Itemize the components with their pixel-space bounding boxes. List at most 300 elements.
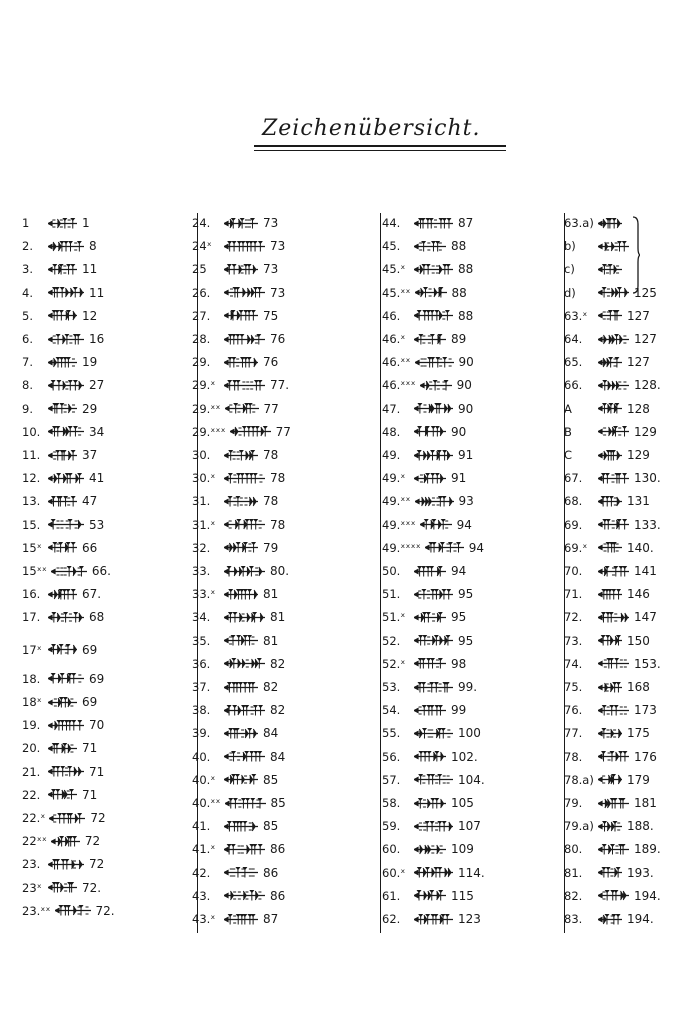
page-reference: 12 xyxy=(82,308,98,323)
cuneiform-sign-icon xyxy=(48,426,85,437)
entry-number: 3. xyxy=(22,262,33,277)
entry-number: C xyxy=(564,448,573,462)
entry-number: 26. xyxy=(192,285,211,300)
entry-number: 1 xyxy=(22,216,30,230)
page-reference: 79 xyxy=(263,540,279,555)
cuneiform-sign-icon xyxy=(224,519,266,530)
page-reference: 90 xyxy=(456,378,472,393)
cuneiform-sign-icon xyxy=(414,334,447,345)
cuneiform-sign-icon xyxy=(224,774,259,785)
entry-number: 49. xyxy=(382,448,401,462)
entry-number: 51. xyxy=(382,587,401,602)
page-reference: 37 xyxy=(82,448,98,462)
page-reference: 115 xyxy=(451,888,474,903)
sign-entry xyxy=(564,722,650,744)
entry-number: 64. xyxy=(564,332,583,346)
sign-entry xyxy=(564,467,661,489)
sign-entry xyxy=(564,699,657,721)
cuneiform-sign-icon xyxy=(414,890,447,901)
entry-number: 52.ˣ xyxy=(382,656,406,671)
cuneiform-sign-icon xyxy=(48,789,78,800)
entry-number: 5. xyxy=(22,308,33,323)
sign-entry xyxy=(564,885,661,907)
sign-entry xyxy=(22,514,104,536)
page-reference: 88 xyxy=(458,308,474,323)
cuneiform-sign-icon xyxy=(48,644,78,655)
entry-number: 7. xyxy=(22,355,33,370)
cuneiform-sign-icon xyxy=(598,682,623,693)
sign-entry xyxy=(192,722,278,744)
sign-entry xyxy=(22,900,115,922)
page-reference: 69 xyxy=(82,695,98,709)
cuneiform-sign-icon xyxy=(414,658,447,669)
cuneiform-sign-icon xyxy=(598,774,623,785)
page-reference: 66. xyxy=(91,564,111,578)
entry-number: 18. xyxy=(22,671,41,686)
sign-entry xyxy=(382,560,466,582)
entry-number: 52. xyxy=(382,633,401,648)
sign-entry xyxy=(382,212,473,234)
cuneiform-sign-icon xyxy=(598,218,623,229)
sign-entry xyxy=(382,769,485,791)
cuneiform-sign-icon xyxy=(598,635,623,646)
page-reference: 73 xyxy=(263,262,279,277)
entry-number: 24ˣ xyxy=(192,239,212,254)
entry-number: 9. xyxy=(22,401,33,416)
page-reference: 133. xyxy=(634,517,661,532)
page-reference: 100 xyxy=(458,726,481,741)
entry-number: 82. xyxy=(564,888,583,903)
entry-number: 56. xyxy=(382,749,401,764)
entry-number: A xyxy=(564,401,572,416)
cuneiform-sign-icon xyxy=(598,357,623,368)
entry-number: 6. xyxy=(22,332,33,346)
cuneiform-sign-icon xyxy=(414,218,454,229)
entry-number: 46.ˣˣˣ xyxy=(382,378,416,393)
sign-entry xyxy=(564,560,657,582)
sign-entry xyxy=(564,444,650,466)
entry-number: 13. xyxy=(22,494,41,509)
page-reference: 11 xyxy=(82,262,98,277)
sign-entry xyxy=(22,639,97,661)
entry-number: 58. xyxy=(382,796,401,810)
page-reference: 181 xyxy=(634,796,657,810)
page-reference: 72. xyxy=(82,880,102,895)
page-reference: 141 xyxy=(634,564,657,578)
entry-number: 35. xyxy=(192,633,211,648)
cuneiform-sign-icon xyxy=(598,612,630,623)
sign-entry xyxy=(564,282,657,304)
entry-number: 69.ˣ xyxy=(564,540,588,555)
page-reference: 72 xyxy=(84,834,101,849)
cuneiform-sign-icon xyxy=(48,496,78,507)
entry-number: c) xyxy=(564,262,575,277)
page-reference: 77 xyxy=(275,424,291,439)
page-reference: 80. xyxy=(270,564,290,578)
entry-number: 29.ˣ xyxy=(192,378,216,393)
entry-number: 12. xyxy=(22,471,41,486)
cuneiform-sign-icon xyxy=(598,867,623,878)
cuneiform-sign-icon xyxy=(425,542,465,553)
cuneiform-sign-icon xyxy=(224,821,259,832)
sign-entry xyxy=(382,653,466,675)
page-reference: 109 xyxy=(451,842,474,857)
sign-entry xyxy=(382,537,484,559)
cuneiform-sign-icon xyxy=(414,914,454,925)
entry-number: 17ˣ xyxy=(22,642,42,657)
sign-entry xyxy=(382,862,485,884)
entry-number: 33. xyxy=(192,564,211,578)
page-reference: 189. xyxy=(634,842,661,857)
page-reference: 69 xyxy=(89,671,105,686)
sign-entry xyxy=(564,258,627,280)
cuneiform-sign-icon xyxy=(224,914,259,925)
cuneiform-sign-icon xyxy=(48,403,78,414)
page-reference: 41 xyxy=(89,471,105,486)
page-reference: 75 xyxy=(263,308,279,323)
entry-number: 23. xyxy=(22,857,41,872)
sign-entry xyxy=(192,838,285,860)
cuneiform-sign-icon xyxy=(224,705,266,716)
entry-number: 60. xyxy=(382,842,401,857)
entry-number: 46.ˣˣ xyxy=(382,355,411,370)
entry-number: 63.a) xyxy=(564,216,594,230)
entry-number: 38. xyxy=(192,703,211,718)
page-reference: 85 xyxy=(263,772,279,787)
page-reference: 82 xyxy=(270,656,286,671)
entry-number: 10. xyxy=(22,424,41,439)
page-reference: 153. xyxy=(634,656,661,671)
title-underline xyxy=(254,145,506,147)
page-reference: 16 xyxy=(89,332,105,346)
sign-entry xyxy=(22,235,97,257)
page-reference: 150 xyxy=(627,633,650,648)
cuneiform-sign-icon xyxy=(598,380,630,391)
sign-entry xyxy=(22,606,104,628)
entry-number: 50. xyxy=(382,564,401,578)
page-reference: 87 xyxy=(458,216,474,230)
page-reference: 102. xyxy=(451,749,478,764)
page-reference: 86 xyxy=(270,888,286,903)
sign-entry xyxy=(22,830,100,852)
sign-entry xyxy=(22,668,104,690)
page-reference: 85 xyxy=(263,819,279,834)
sign-entry xyxy=(382,815,481,837)
page-reference: 93 xyxy=(458,494,474,509)
cuneiform-sign-icon xyxy=(48,218,78,229)
cuneiform-sign-icon xyxy=(598,589,623,600)
cuneiform-sign-icon xyxy=(55,905,92,916)
cuneiform-sign-icon xyxy=(224,496,259,507)
sign-entry xyxy=(192,467,285,489)
page-reference: 130. xyxy=(634,471,661,486)
cuneiform-sign-icon xyxy=(414,241,447,252)
page-reference: 91 xyxy=(458,448,474,462)
entry-number: 49.ˣˣ xyxy=(382,494,411,509)
cuneiform-sign-icon xyxy=(414,473,447,484)
sign-entry xyxy=(22,714,104,736)
entry-number: 44. xyxy=(382,216,401,230)
page-reference: 76 xyxy=(263,355,279,370)
sign-entry xyxy=(564,653,661,675)
entry-number: 22.ˣ xyxy=(22,811,46,825)
cuneiform-sign-icon xyxy=(414,403,454,414)
entry-number: 60.ˣ xyxy=(382,865,406,880)
entry-number: 46. xyxy=(382,308,401,323)
entry-number: 69. xyxy=(564,517,583,532)
page-reference: 95 xyxy=(451,610,467,625)
entry-number: 79. xyxy=(564,796,583,810)
sign-entry xyxy=(192,351,278,373)
cuneiform-sign-icon xyxy=(48,241,85,252)
cuneiform-sign-icon xyxy=(48,859,85,870)
cuneiform-sign-icon xyxy=(230,426,272,437)
entry-number: 21. xyxy=(22,764,41,779)
cuneiform-sign-icon xyxy=(598,890,630,901)
sign-entry xyxy=(382,746,478,768)
page-reference: 105 xyxy=(451,796,474,810)
cuneiform-sign-icon xyxy=(598,403,623,414)
cuneiform-sign-icon xyxy=(224,380,266,391)
sign-entry xyxy=(22,737,97,759)
sign-entry xyxy=(564,351,650,373)
entry-number: 22ˣˣ xyxy=(22,834,47,849)
cuneiform-sign-icon xyxy=(598,798,630,809)
entry-number: 49.ˣˣˣ xyxy=(382,517,416,532)
page-reference: 72 xyxy=(89,857,105,872)
cuneiform-sign-icon xyxy=(224,334,266,345)
cuneiform-sign-icon xyxy=(420,380,453,391)
cuneiform-sign-icon xyxy=(51,566,88,577)
sign-entry xyxy=(192,235,285,257)
sign-entry xyxy=(192,560,289,582)
page-reference: 194. xyxy=(634,888,661,903)
entry-number: 23.ˣˣ xyxy=(22,903,51,918)
page-reference: 88 xyxy=(451,239,467,254)
entry-number: 19. xyxy=(22,718,41,733)
entry-number: 40.ˣ xyxy=(192,772,216,787)
page-reference: 69 xyxy=(82,642,98,657)
page-reference: 188. xyxy=(627,819,654,834)
cuneiform-sign-icon xyxy=(415,496,455,507)
sign-entry xyxy=(564,676,650,698)
sign-entry xyxy=(382,630,473,652)
page-reference: 11 xyxy=(89,285,105,300)
page-reference: 47 xyxy=(82,494,98,509)
page-reference: 168 xyxy=(627,680,650,694)
sign-entry xyxy=(192,212,278,234)
page-reference: 76 xyxy=(270,332,286,346)
entry-number: 80. xyxy=(564,842,583,857)
page-reference: 131 xyxy=(627,494,650,509)
entry-number: 76. xyxy=(564,703,583,718)
entry-number: 25 xyxy=(192,262,207,277)
sign-entry xyxy=(382,792,474,814)
sign-entry xyxy=(382,282,467,304)
cuneiform-sign-icon xyxy=(224,728,259,739)
cuneiform-sign-icon xyxy=(224,218,259,229)
entry-number: 49.ˣ xyxy=(382,471,406,486)
entry-number: 39. xyxy=(192,726,211,741)
cuneiform-sign-icon xyxy=(224,566,266,577)
sign-entry xyxy=(22,467,104,489)
entry-number: 22. xyxy=(22,787,41,802)
page-reference: 85 xyxy=(270,796,286,810)
cuneiform-sign-icon xyxy=(598,264,623,275)
sign-entry xyxy=(192,583,278,605)
sign-entry xyxy=(382,606,466,628)
sign-entry xyxy=(192,908,278,930)
page-reference: 87 xyxy=(263,912,279,926)
sign-entry xyxy=(564,583,650,605)
cuneiform-sign-icon xyxy=(224,682,259,693)
page-reference: 89 xyxy=(451,332,467,346)
entry-number: 8. xyxy=(22,378,33,393)
sign-entry xyxy=(22,784,97,806)
entry-number: 55. xyxy=(382,726,401,741)
cuneiform-sign-icon xyxy=(48,357,78,368)
page-reference: 173 xyxy=(634,703,657,718)
cuneiform-sign-icon xyxy=(48,450,78,461)
entry-number: b) xyxy=(564,239,576,254)
page-reference: 78 xyxy=(263,494,279,509)
sign-entry xyxy=(192,537,278,559)
sign-entry xyxy=(564,815,654,837)
cuneiform-sign-icon xyxy=(598,751,630,762)
cuneiform-sign-icon xyxy=(51,836,81,847)
sign-entry xyxy=(564,328,657,350)
page-reference: 72 xyxy=(90,811,106,825)
page-reference: 94 xyxy=(456,517,472,532)
entry-number: 4. xyxy=(22,285,33,300)
page-reference: 176 xyxy=(634,749,657,764)
sign-entry xyxy=(22,374,104,396)
page-reference: 8 xyxy=(89,239,97,254)
entry-number: 15. xyxy=(22,517,41,532)
cuneiform-sign-icon xyxy=(48,589,78,600)
page-reference: 128. xyxy=(634,378,661,393)
sign-entry xyxy=(22,351,97,373)
cuneiform-sign-icon xyxy=(48,743,78,754)
entry-number: 53. xyxy=(382,680,401,694)
cuneiform-sign-icon xyxy=(598,310,623,321)
sign-entry xyxy=(22,328,104,350)
entry-number: d) xyxy=(564,285,576,300)
page-reference: 90 xyxy=(458,355,474,370)
sign-entry xyxy=(564,490,650,512)
page-reference: 78 xyxy=(270,471,286,486)
entry-number: 74. xyxy=(564,656,583,671)
page-reference: 53 xyxy=(89,517,105,532)
cuneiform-sign-icon xyxy=(414,566,447,577)
page-reference: 175 xyxy=(627,726,650,741)
sign-entry xyxy=(192,606,285,628)
cuneiform-sign-icon xyxy=(598,821,623,832)
page-reference: 95 xyxy=(458,633,474,648)
cuneiform-sign-icon xyxy=(224,658,266,669)
entry-number: 40.ˣˣ xyxy=(192,796,221,810)
entry-number: 29.ˣˣ xyxy=(192,401,221,416)
cuneiform-sign-icon xyxy=(414,612,447,623)
cuneiform-sign-icon xyxy=(414,264,454,275)
page-reference: 68 xyxy=(89,610,105,625)
cuneiform-sign-icon xyxy=(415,357,455,368)
cuneiform-sign-icon xyxy=(224,589,259,600)
page-reference: 98 xyxy=(451,656,467,671)
cuneiform-sign-icon xyxy=(598,566,630,577)
page-reference: 71 xyxy=(82,741,98,756)
page-reference: 99 xyxy=(451,703,467,718)
entry-number: 51.ˣ xyxy=(382,610,406,625)
page-reference: 140. xyxy=(627,540,654,555)
page-reference: 90 xyxy=(458,401,474,416)
cuneiform-sign-icon xyxy=(598,241,630,252)
page-reference: 84 xyxy=(270,749,286,764)
cuneiform-sign-icon xyxy=(224,473,266,484)
entry-number: 31. xyxy=(192,494,211,509)
entry-number: 62. xyxy=(382,912,401,926)
cuneiform-sign-icon xyxy=(224,310,259,321)
entry-number: 42. xyxy=(192,865,211,880)
entry-number: 23ˣ xyxy=(22,880,42,895)
cuneiform-sign-icon xyxy=(224,241,266,252)
entry-number: 30.ˣ xyxy=(192,471,216,486)
cuneiform-sign-icon xyxy=(224,287,266,298)
cuneiform-sign-icon xyxy=(414,798,447,809)
sign-entry xyxy=(564,235,634,257)
entry-number: 61. xyxy=(382,888,401,903)
entry-number: 41. xyxy=(192,819,211,834)
page-reference: 73 xyxy=(270,285,286,300)
cuneiform-sign-icon xyxy=(224,450,259,461)
cuneiform-sign-icon xyxy=(414,728,454,739)
sign-entry xyxy=(192,398,279,420)
cuneiform-sign-icon xyxy=(598,844,630,855)
sign-entry xyxy=(382,421,466,443)
entry-number: 81. xyxy=(564,865,583,880)
cuneiform-sign-icon xyxy=(598,426,630,437)
sign-entry xyxy=(382,374,472,396)
sign-entry xyxy=(22,258,97,280)
entry-number: 41.ˣ xyxy=(192,842,216,857)
entry-number: 66. xyxy=(564,378,583,393)
sign-entry xyxy=(564,421,657,443)
entry-number: 70. xyxy=(564,564,583,578)
sign-entry xyxy=(22,305,97,327)
sign-entry xyxy=(382,467,466,489)
cuneiform-sign-icon xyxy=(414,867,454,878)
page-reference: 127 xyxy=(627,308,650,323)
entry-number: 15ˣ xyxy=(22,540,42,555)
page-reference: 71 xyxy=(89,764,105,779)
cuneiform-sign-icon xyxy=(224,890,266,901)
sign-entry xyxy=(22,583,101,605)
cuneiform-sign-icon xyxy=(224,542,259,553)
entry-number: 45.ˣˣ xyxy=(382,285,411,300)
sign-entry xyxy=(382,258,473,280)
sign-entry xyxy=(192,328,285,350)
page-reference: 107 xyxy=(458,819,481,834)
page-reference: 27 xyxy=(89,378,105,393)
sign-entry xyxy=(564,606,657,628)
page-reference: 125 xyxy=(634,285,657,300)
sign-entry xyxy=(382,328,466,350)
sign-entry xyxy=(22,537,97,559)
sign-entry xyxy=(382,490,474,512)
page-reference: 82 xyxy=(270,703,286,718)
cuneiform-sign-icon xyxy=(225,403,260,414)
cuneiform-sign-icon xyxy=(598,334,630,345)
